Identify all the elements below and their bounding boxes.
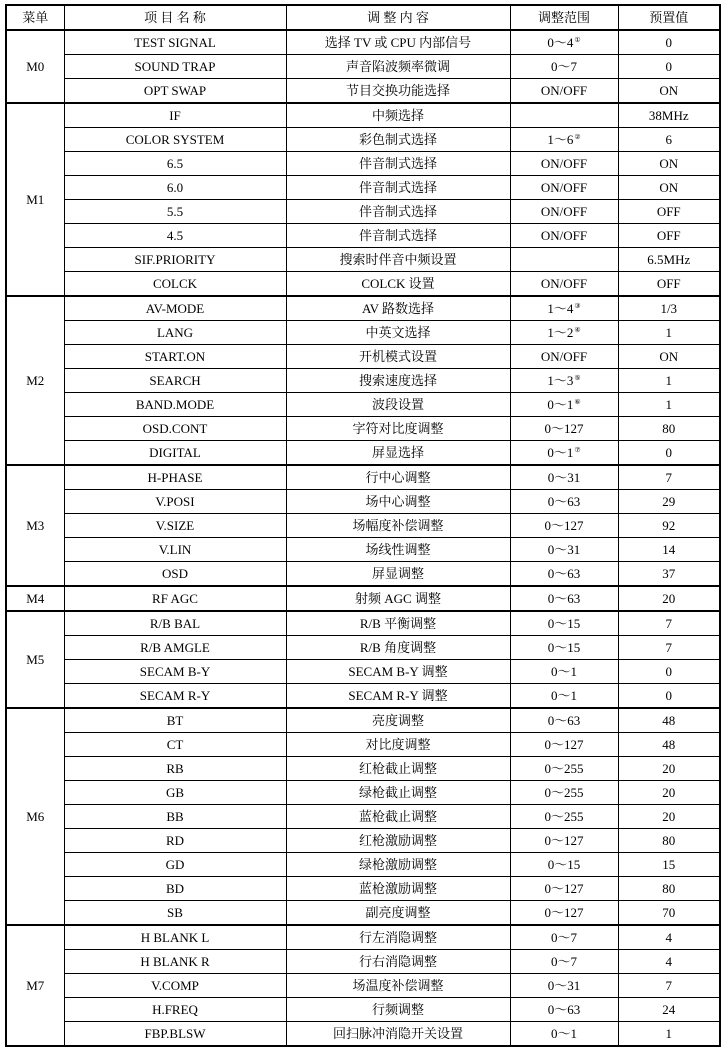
preset-value-cell: 48 (618, 708, 720, 733)
footnote-marker: ③ (574, 301, 581, 310)
adjust-range-cell (510, 901, 618, 926)
menu-group-label: M6 (6, 708, 64, 925)
table-row (6, 321, 720, 345)
adjust-content-cell: 场温度补偿调整 (286, 974, 510, 998)
adjust-range-cell (510, 562, 618, 587)
adjust-content-cell: R/B 角度调整 (286, 636, 510, 660)
adjust-content-cell: SECAM B-Y 调整 (286, 660, 510, 684)
adjust-content-cell: 行左消隐调整 (286, 925, 510, 950)
table-row (6, 128, 720, 152)
item-name-cell: V.COMP (64, 974, 286, 998)
menu-group-label: M1 (6, 103, 64, 296)
preset-value-cell: ON (618, 152, 720, 176)
item-name-cell: SOUND TRAP (64, 55, 286, 79)
adjust-content-cell: 选择 TV 或 CPU 内部信号 (286, 30, 510, 55)
table-row (6, 55, 720, 79)
preset-value-cell: 4 (618, 950, 720, 974)
preset-value-cell: 14 (618, 538, 720, 562)
adjust-content-cell: 射频 AGC 调整 (286, 586, 510, 611)
item-name-cell: CT (64, 733, 286, 757)
table-row (6, 805, 720, 829)
adjust-content-cell: 搜索时伴音中频设置 (286, 248, 510, 272)
range-value: 0～63 (547, 566, 581, 581)
adjust-content-cell: 开机模式设置 (286, 345, 510, 369)
preset-value-cell: 1 (618, 321, 720, 345)
adjust-content-cell: 场线性调整 (286, 538, 510, 562)
footnote-marker: ⑥ (574, 397, 581, 406)
adjust-range-cell (510, 974, 618, 998)
table-header-row (6, 5, 720, 30)
adjust-content-cell: 中英文选择 (286, 321, 510, 345)
adjust-range-cell (510, 586, 618, 611)
item-name-cell: R/B BAL (64, 611, 286, 636)
table-row (6, 998, 720, 1022)
preset-value-cell: 37 (618, 562, 720, 587)
table-row (6, 417, 720, 441)
adjust-range-cell (510, 321, 618, 345)
footnote-marker: ⑦ (574, 445, 581, 454)
adjust-content-cell: 伴音制式选择 (286, 224, 510, 248)
adjust-range-cell (510, 248, 618, 272)
item-name-cell: GB (64, 781, 286, 805)
item-name-cell: BAND.MODE (64, 393, 286, 417)
table-row (6, 490, 720, 514)
table-row (6, 441, 720, 466)
item-name-cell: V.SIZE (64, 514, 286, 538)
preset-value-cell: ON (618, 176, 720, 200)
adjust-range-cell (510, 660, 618, 684)
adjust-range-cell (510, 30, 618, 55)
range-value: 0～31 (547, 978, 581, 993)
adjust-range-cell (510, 465, 618, 490)
adjust-content-cell: 中频选择 (286, 103, 510, 128)
table-row (6, 733, 720, 757)
preset-value-cell: 70 (618, 901, 720, 926)
range-value: 0～1 (550, 1026, 577, 1041)
adjust-range-cell (510, 733, 618, 757)
range-value: ON/OFF (540, 83, 588, 98)
adjust-content-cell: 副亮度调整 (286, 901, 510, 926)
factory-menu-table (5, 4, 721, 1047)
adjust-range-cell (510, 514, 618, 538)
adjust-range-cell (510, 128, 618, 152)
range-value: 0～1 (550, 688, 577, 703)
table-row (6, 79, 720, 104)
table-row (6, 586, 720, 611)
adjust-range-cell (510, 708, 618, 733)
range-value: ON/OFF (540, 228, 588, 243)
table-row (6, 176, 720, 200)
adjust-content-cell: SECAM R-Y 调整 (286, 684, 510, 709)
range-value: 0～15 (547, 616, 581, 631)
item-name-cell: GD (64, 853, 286, 877)
range-value: 1～3 (547, 373, 574, 388)
adjust-content-cell: R/B 平衡调整 (286, 611, 510, 636)
item-name-cell: SECAM B-Y (64, 660, 286, 684)
adjust-content-cell: 屏显选择 (286, 441, 510, 466)
range-value: 0～127 (544, 905, 584, 920)
table-body (6, 30, 720, 1046)
range-value: 0～255 (544, 809, 584, 824)
item-name-cell: RD (64, 829, 286, 853)
table-row (6, 224, 720, 248)
adjust-range-cell (510, 611, 618, 636)
range-value: ON/OFF (540, 276, 588, 291)
preset-value-cell: 1/3 (618, 296, 720, 321)
adjust-content-cell: 场幅度补偿调整 (286, 514, 510, 538)
adjust-content-cell: 屏显调整 (286, 562, 510, 587)
adjust-content-cell: 亮度调整 (286, 708, 510, 733)
preset-value-cell: 0 (618, 684, 720, 709)
item-name-cell: RB (64, 757, 286, 781)
range-value: 1～6 (547, 132, 574, 147)
table-row (6, 877, 720, 901)
adjust-range-cell (510, 272, 618, 297)
adjust-range-cell (510, 441, 618, 466)
preset-value-cell: 0 (618, 55, 720, 79)
adjust-range-cell (510, 538, 618, 562)
item-name-cell: IF (64, 103, 286, 128)
menu-group-label: M2 (6, 296, 64, 465)
range-value: 0～127 (544, 833, 584, 848)
item-name-cell: 6.0 (64, 176, 286, 200)
item-name-cell: SB (64, 901, 286, 926)
table-row (6, 950, 720, 974)
adjust-content-cell: 红枪激励调整 (286, 829, 510, 853)
preset-value-cell: 20 (618, 805, 720, 829)
adjust-content-cell: 伴音制式选择 (286, 200, 510, 224)
adjust-range-cell (510, 757, 618, 781)
table-row (6, 465, 720, 490)
footnote-marker: ④ (574, 325, 581, 334)
preset-value-cell: 1 (618, 393, 720, 417)
adjust-content-cell: 声音陷波频率微调 (286, 55, 510, 79)
range-value: 0～31 (547, 542, 581, 557)
item-name-cell: COLOR SYSTEM (64, 128, 286, 152)
adjust-range-cell (510, 781, 618, 805)
adjust-content-cell: 蓝枪截止调整 (286, 805, 510, 829)
preset-value-cell: ON (618, 345, 720, 369)
table-row (6, 393, 720, 417)
range-value: 0～1 (547, 445, 574, 460)
table-row (6, 636, 720, 660)
preset-value-cell: 1 (618, 369, 720, 393)
preset-value-cell: 7 (618, 974, 720, 998)
range-value: 0～127 (544, 881, 584, 896)
range-value: ON/OFF (540, 180, 588, 195)
preset-value-cell: OFF (618, 200, 720, 224)
range-value: 0～127 (544, 518, 584, 533)
preset-value-cell: 7 (618, 636, 720, 660)
footnote-marker: ② (574, 132, 581, 141)
table-row (6, 562, 720, 587)
preset-value-cell: 80 (618, 829, 720, 853)
preset-value-cell: 6 (618, 128, 720, 152)
adjust-content-cell: COLCK 设置 (286, 272, 510, 297)
preset-value-cell: 0 (618, 30, 720, 55)
item-name-cell: SIF.PRIORITY (64, 248, 286, 272)
preset-value-cell: 29 (618, 490, 720, 514)
range-value: 1～2 (547, 325, 574, 340)
preset-value-cell: 0 (618, 441, 720, 466)
adjust-content-cell: 回扫脉冲消隐开关设置 (286, 1022, 510, 1047)
adjust-range-cell (510, 829, 618, 853)
adjust-range-cell (510, 417, 618, 441)
preset-value-cell: 92 (618, 514, 720, 538)
adjust-range-cell (510, 152, 618, 176)
adjust-content-cell: 搜索速度选择 (286, 369, 510, 393)
item-name-cell: START.ON (64, 345, 286, 369)
table-row (6, 345, 720, 369)
menu-group-label: M5 (6, 611, 64, 708)
range-value: 0～7 (550, 954, 577, 969)
table-row (6, 611, 720, 636)
item-name-cell: SEARCH (64, 369, 286, 393)
table-row (6, 660, 720, 684)
item-name-cell: H BLANK L (64, 925, 286, 950)
table-row (6, 901, 720, 926)
table-row (6, 296, 720, 321)
adjust-range-cell (510, 684, 618, 709)
range-value: 0～1 (550, 664, 577, 679)
adjust-content-cell: 蓝枪激励调整 (286, 877, 510, 901)
range-value: 1～4 (547, 301, 574, 316)
preset-value-cell: 20 (618, 781, 720, 805)
range-value: ON/OFF (540, 349, 588, 364)
item-name-cell: BT (64, 708, 286, 733)
adjust-range-cell (510, 200, 618, 224)
item-name-cell: COLCK (64, 272, 286, 297)
preset-value-cell: 38MHz (618, 103, 720, 128)
adjust-range-cell (510, 925, 618, 950)
header-menu: 菜单 (6, 5, 64, 30)
item-name-cell: BD (64, 877, 286, 901)
table-row (6, 30, 720, 55)
table-row (6, 514, 720, 538)
header-adjust-range: 调整范围 (510, 5, 618, 30)
range-value: 0～63 (547, 591, 581, 606)
adjust-range-cell (510, 103, 618, 128)
footnote-marker: ① (574, 35, 581, 44)
range-value: 0～31 (547, 470, 581, 485)
header-item-name: 项 目 名 称 (64, 5, 286, 30)
range-value: 0～63 (547, 494, 581, 509)
range-value: 0～15 (547, 640, 581, 655)
table-row (6, 974, 720, 998)
preset-value-cell: 4 (618, 925, 720, 950)
adjust-content-cell: 行中心调整 (286, 465, 510, 490)
table-row (6, 829, 720, 853)
adjust-range-cell (510, 1022, 618, 1047)
menu-group-label: M3 (6, 465, 64, 586)
table-row (6, 1022, 720, 1047)
table-row (6, 272, 720, 297)
item-name-cell: FBP.BLSW (64, 1022, 286, 1047)
preset-value-cell: 1 (618, 1022, 720, 1047)
adjust-content-cell: 对比度调整 (286, 733, 510, 757)
preset-value-cell: 7 (618, 465, 720, 490)
adjust-content-cell: 节目交换功能选择 (286, 79, 510, 104)
item-name-cell: SECAM R-Y (64, 684, 286, 709)
range-value: 0～15 (547, 857, 581, 872)
header-preset-value: 预置值 (618, 5, 720, 30)
table-row (6, 200, 720, 224)
range-value: ON/OFF (540, 204, 588, 219)
adjust-range-cell (510, 805, 618, 829)
item-name-cell: AV-MODE (64, 296, 286, 321)
adjust-range-cell (510, 176, 618, 200)
item-name-cell: V.POSI (64, 490, 286, 514)
adjust-range-cell (510, 79, 618, 104)
preset-value-cell: ON (618, 79, 720, 104)
item-name-cell: LANG (64, 321, 286, 345)
table-row (6, 684, 720, 709)
adjust-range-cell (510, 950, 618, 974)
menu-group-label: M4 (6, 586, 64, 611)
item-name-cell: TEST SIGNAL (64, 30, 286, 55)
table-row (6, 781, 720, 805)
range-value: 0～63 (547, 1002, 581, 1017)
preset-value-cell: 48 (618, 733, 720, 757)
adjust-content-cell: 行右消隐调整 (286, 950, 510, 974)
header-adjust-content: 调 整 内 容 (286, 5, 510, 30)
adjust-range-cell (510, 296, 618, 321)
preset-value-cell: 0 (618, 660, 720, 684)
table-row (6, 853, 720, 877)
item-name-cell: H.FREQ (64, 998, 286, 1022)
adjust-range-cell (510, 55, 618, 79)
adjust-range-cell (510, 490, 618, 514)
table-row (6, 925, 720, 950)
range-value: 0～255 (544, 785, 584, 800)
table-row (6, 369, 720, 393)
adjust-range-cell (510, 345, 618, 369)
menu-group-label: M0 (6, 30, 64, 103)
item-name-cell: OPT SWAP (64, 79, 286, 104)
adjust-content-cell: 绿枪激励调整 (286, 853, 510, 877)
adjust-content-cell: 红枪截止调整 (286, 757, 510, 781)
preset-value-cell: 80 (618, 417, 720, 441)
adjust-content-cell: 绿枪截止调整 (286, 781, 510, 805)
footnote-marker: ⑤ (574, 373, 581, 382)
table-row (6, 708, 720, 733)
adjust-range-cell (510, 369, 618, 393)
item-name-cell: BB (64, 805, 286, 829)
item-name-cell: H-PHASE (64, 465, 286, 490)
range-value: 0～4 (547, 35, 574, 50)
range-value: 0～63 (547, 713, 581, 728)
preset-value-cell: 20 (618, 757, 720, 781)
adjust-content-cell: 行频调整 (286, 998, 510, 1022)
item-name-cell: DIGITAL (64, 441, 286, 466)
preset-value-cell: 80 (618, 877, 720, 901)
preset-value-cell: 15 (618, 853, 720, 877)
range-value: 0～127 (544, 421, 584, 436)
preset-value-cell: OFF (618, 272, 720, 297)
item-name-cell: V.LIN (64, 538, 286, 562)
adjust-content-cell: 伴音制式选择 (286, 152, 510, 176)
item-name-cell: 4.5 (64, 224, 286, 248)
range-value: 0～127 (544, 737, 584, 752)
table-row (6, 103, 720, 128)
item-name-cell: H BLANK R (64, 950, 286, 974)
table-row (6, 248, 720, 272)
adjust-content-cell: 伴音制式选择 (286, 176, 510, 200)
document-page (5, 4, 721, 1047)
preset-value-cell: 20 (618, 586, 720, 611)
range-value: ON/OFF (540, 156, 588, 171)
adjust-content-cell: 波段设置 (286, 393, 510, 417)
item-name-cell: 5.5 (64, 200, 286, 224)
menu-group-label: M7 (6, 925, 64, 1046)
preset-value-cell: OFF (618, 224, 720, 248)
item-name-cell: OSD (64, 562, 286, 587)
range-value: 0～7 (550, 59, 577, 74)
adjust-content-cell: 字符对比度调整 (286, 417, 510, 441)
adjust-range-cell (510, 853, 618, 877)
table-row (6, 757, 720, 781)
range-value: 0～1 (547, 397, 574, 412)
range-value: 0～7 (550, 930, 577, 945)
preset-value-cell: 7 (618, 611, 720, 636)
preset-value-cell: 6.5MHz (618, 248, 720, 272)
item-name-cell: 6.5 (64, 152, 286, 176)
adjust-range-cell (510, 224, 618, 248)
table-row (6, 152, 720, 176)
adjust-range-cell (510, 877, 618, 901)
item-name-cell: RF AGC (64, 586, 286, 611)
adjust-range-cell (510, 393, 618, 417)
adjust-range-cell (510, 998, 618, 1022)
item-name-cell: OSD.CONT (64, 417, 286, 441)
item-name-cell: R/B AMGLE (64, 636, 286, 660)
range-value: 0～255 (544, 761, 584, 776)
adjust-content-cell: 彩色制式选择 (286, 128, 510, 152)
adjust-content-cell: 场中心调整 (286, 490, 510, 514)
preset-value-cell: 24 (618, 998, 720, 1022)
table-row (6, 538, 720, 562)
adjust-content-cell: AV 路数选择 (286, 296, 510, 321)
adjust-range-cell (510, 636, 618, 660)
